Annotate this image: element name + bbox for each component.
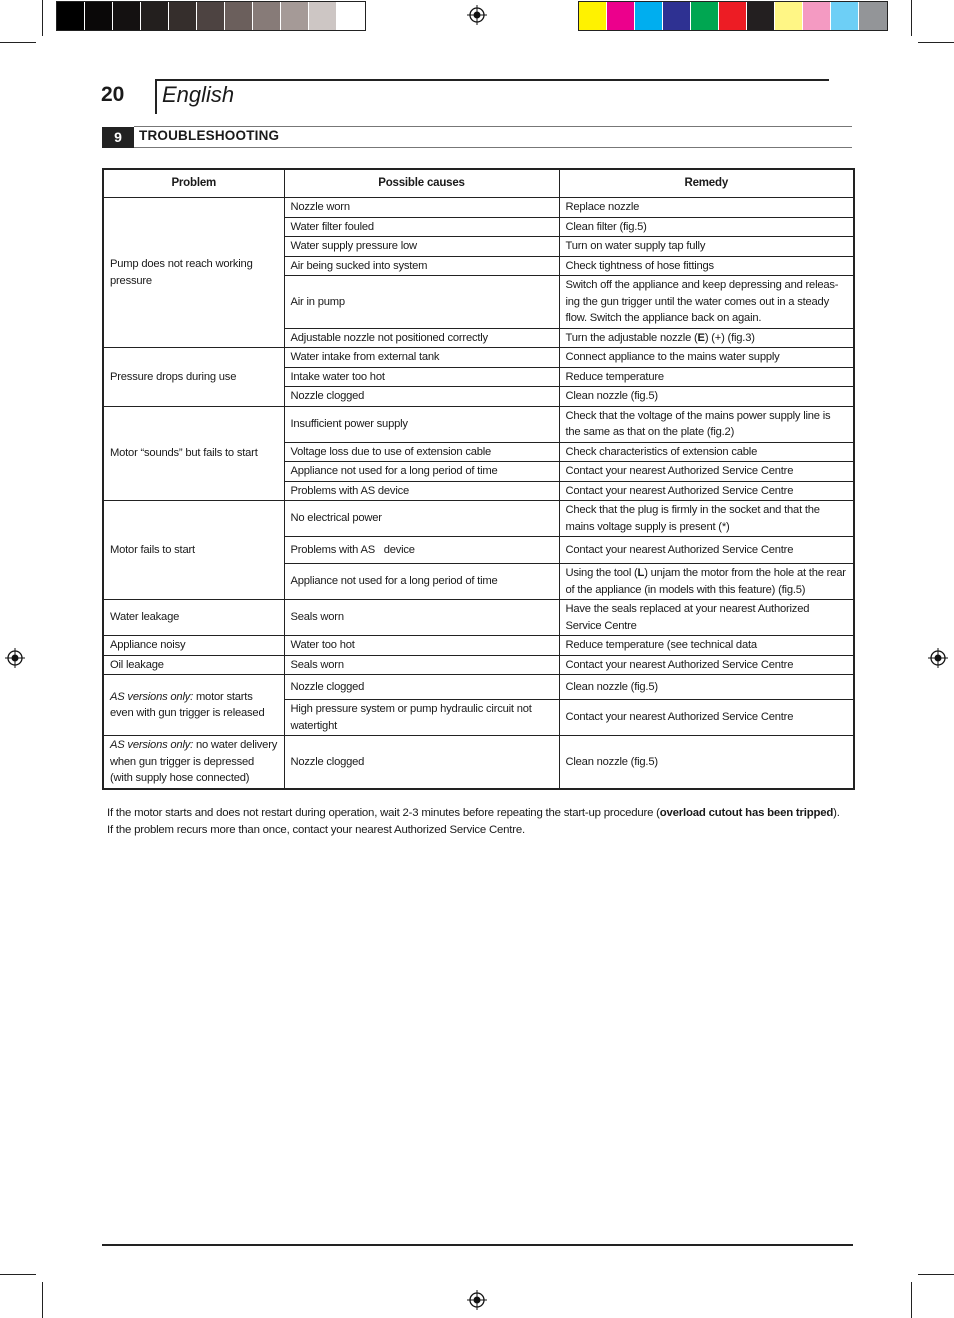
crop-mark [918, 42, 954, 43]
process-color-swatch [831, 2, 859, 30]
problem-cell [103, 736, 284, 789]
table-row [103, 348, 854, 368]
cause-cell: Voltage loss due to use of extension cable [284, 442, 559, 462]
column-header-causes: Possible causes [284, 169, 559, 198]
problem-text: Appliance noisy [110, 639, 186, 651]
process-color-swatch [747, 2, 775, 30]
remedy-cell: Clean nozzle (fig.5) [559, 387, 854, 407]
remedy-cell: Check that the plug is firmly in the socket and that the mains voltage supply is present (*) [559, 501, 854, 537]
table-row [103, 198, 854, 218]
cause-cell: Water supply pressure low [284, 237, 559, 257]
cause-cell: Seals worn [284, 655, 559, 675]
remedy-cell: Clean nozzle (fig.5) [559, 736, 854, 789]
crop-mark [0, 1274, 36, 1275]
crop-mark [42, 0, 43, 36]
remedy-cell: Clean nozzle (fig.5) [559, 675, 854, 700]
problem-qualifier: AS versions only: [110, 739, 194, 751]
cause-cell: Appliance not used for a long period of time [284, 564, 559, 600]
troubleshooting-table [102, 168, 855, 790]
cause-cell: Nozzle worn [284, 198, 559, 218]
process-color-swatch [775, 2, 803, 30]
problem-text: motor starts even with gun trigger is released [110, 690, 265, 719]
problem-cell [103, 501, 284, 600]
cause-cell: Nozzle clogged [284, 736, 559, 789]
crop-mark [911, 0, 912, 36]
footnote-text: ). [833, 807, 840, 819]
crop-mark [911, 1282, 912, 1318]
problem-text: Motor fails to start [110, 543, 195, 556]
header-frame [155, 79, 829, 114]
remedy-cell: Contact your nearest Authorized Service Centre [559, 700, 854, 736]
remedy-cell: Replace nozzle [559, 198, 854, 218]
remedy-cell: Switch off the appliance and keep depressing and releas-ing the gun trigger until the water comes out in a steady flow. Switch the appliance back on again. [559, 276, 854, 329]
section-divider [134, 126, 852, 127]
cause-cell: Problems with AS device [284, 481, 559, 501]
table-header-row [103, 169, 854, 198]
table-row [103, 636, 854, 656]
cause-cell: Water intake from external tank [284, 348, 559, 368]
cause-cell: Air in pump [284, 276, 559, 329]
cause-cell: No electrical power [284, 501, 559, 537]
remedy-cell: Turn on water supply tap fully [559, 237, 854, 257]
remedy-cell: Reduce temperature (see technical data [559, 636, 854, 656]
table-row [103, 655, 854, 675]
problem-text: Motor “sounds” but fails to start [110, 447, 258, 459]
remedy-cell: Check tightness of hose fittings [559, 256, 854, 276]
gray-swatch [253, 2, 281, 30]
gray-swatch [309, 2, 337, 30]
remedy-cell: Using the tool (L) unjam the motor from the hole at the rear of the appliance (in models with this feature) (fig.5) [559, 564, 854, 600]
process-color-swatch [635, 2, 663, 30]
cause-cell: Nozzle clogged [284, 387, 559, 407]
footnote-text: If the motor starts and does not restart during operation, wait 2-3 minutes before repeating the start-up procedure ( [107, 807, 660, 819]
language-heading: English [162, 82, 235, 107]
problem-cell [103, 600, 284, 636]
cause-cell: Adjustable nozzle not positioned correctly [284, 328, 559, 348]
process-color-swatch [607, 2, 635, 30]
gray-swatch [197, 2, 225, 30]
cause-cell: Water filter fouled [284, 217, 559, 237]
section-number: 9 [102, 127, 134, 148]
process-color-swatch [859, 2, 887, 30]
gray-swatch [85, 2, 113, 30]
problem-text: Pump does not reach working pressure [110, 258, 253, 287]
cause-cell: Nozzle clogged [284, 675, 559, 700]
process-color-swatch [579, 2, 607, 30]
problem-text: no water delivery when gun trigger is depressed (with supply hose connected) [110, 739, 278, 784]
problem-cell [103, 348, 284, 407]
gray-swatch [337, 2, 365, 30]
process-color-swatch [719, 2, 747, 30]
registration-mark-icon [467, 1290, 487, 1310]
table-row [103, 600, 854, 636]
gray-swatch [57, 2, 85, 30]
gray-swatch [281, 2, 309, 30]
problem-cell [103, 406, 284, 501]
column-header-remedy: Remedy [559, 169, 854, 198]
cause-cell: High pressure system or pump hydraulic circuit not watertight [284, 700, 559, 736]
crop-mark [0, 42, 36, 43]
section-title: TROUBLESHOOTING [139, 128, 280, 143]
remedy-cell: Check characteristics of extension cable [559, 442, 854, 462]
remedy-cell: Clean filter (fig.5) [559, 217, 854, 237]
cause-cell: Air being sucked into system [284, 256, 559, 276]
page-number: 20 [101, 83, 125, 106]
table-row [103, 501, 854, 537]
process-color-swatch [691, 2, 719, 30]
problem-cell [103, 675, 284, 736]
gray-color-bar [56, 1, 366, 31]
cause-cell: Appliance not used for a long period of time [284, 462, 559, 482]
cause-cell: Intake water too hot [284, 367, 559, 387]
problem-cell [103, 198, 284, 348]
cause-cell: Insufficient power supply [284, 406, 559, 442]
footnote-line-2: If the problem recurs more than once, contact your nearest Authorized Service Centre. [107, 824, 525, 836]
remedy-cell: Contact your nearest Authorized Service Centre [559, 537, 854, 564]
gray-swatch [141, 2, 169, 30]
process-color-bar [578, 1, 888, 31]
problem-cell [103, 655, 284, 675]
cause-cell: Seals worn [284, 600, 559, 636]
remedy-cell: Contact your nearest Authorized Service Centre [559, 655, 854, 675]
footnote-line-1 [107, 805, 840, 822]
table-row [103, 736, 854, 789]
process-color-swatch [663, 2, 691, 30]
section-divider [134, 147, 852, 148]
table-row [103, 406, 854, 442]
problem-cell [103, 636, 284, 656]
remedy-cell: Have the seals replaced at your nearest Authorized Service Centre [559, 600, 854, 636]
remedy-cell: Reduce temperature [559, 367, 854, 387]
table-row [103, 675, 854, 700]
registration-mark-icon [5, 648, 25, 668]
registration-mark-icon [928, 648, 948, 668]
process-color-swatch [803, 2, 831, 30]
problem-qualifier: AS versions only: [110, 690, 194, 703]
gray-swatch [225, 2, 253, 30]
footnote-bold-text: overload cutout has been tripped [659, 807, 834, 819]
crop-mark [42, 1282, 43, 1318]
crop-mark [918, 1274, 954, 1275]
remedy-cell: Turn the adjustable nozzle (E) (+) (fig.3) [559, 328, 854, 348]
gray-swatch [169, 2, 197, 30]
problem-text: Pressure drops during use [110, 370, 237, 383]
cause-cell: Problems with AS device [284, 537, 559, 564]
remedy-cell: Contact your nearest Authorized Service Centre [559, 462, 854, 482]
bottom-rule [102, 1244, 853, 1246]
remedy-cell: Contact your nearest Authorized Service Centre [559, 481, 854, 501]
column-header-problem: Problem [103, 169, 284, 198]
footnote [107, 805, 840, 839]
registration-mark-icon [467, 5, 487, 25]
cause-cell: Water too hot [284, 636, 559, 656]
gray-swatch [113, 2, 141, 30]
problem-text: Water leakage [110, 611, 180, 624]
remedy-cell: Connect appliance to the mains water supply [559, 348, 854, 368]
problem-text: Oil leakage [110, 658, 164, 671]
remedy-cell: Check that the voltage of the mains power supply line is the same as that on the plate (fig.2) [559, 406, 854, 442]
